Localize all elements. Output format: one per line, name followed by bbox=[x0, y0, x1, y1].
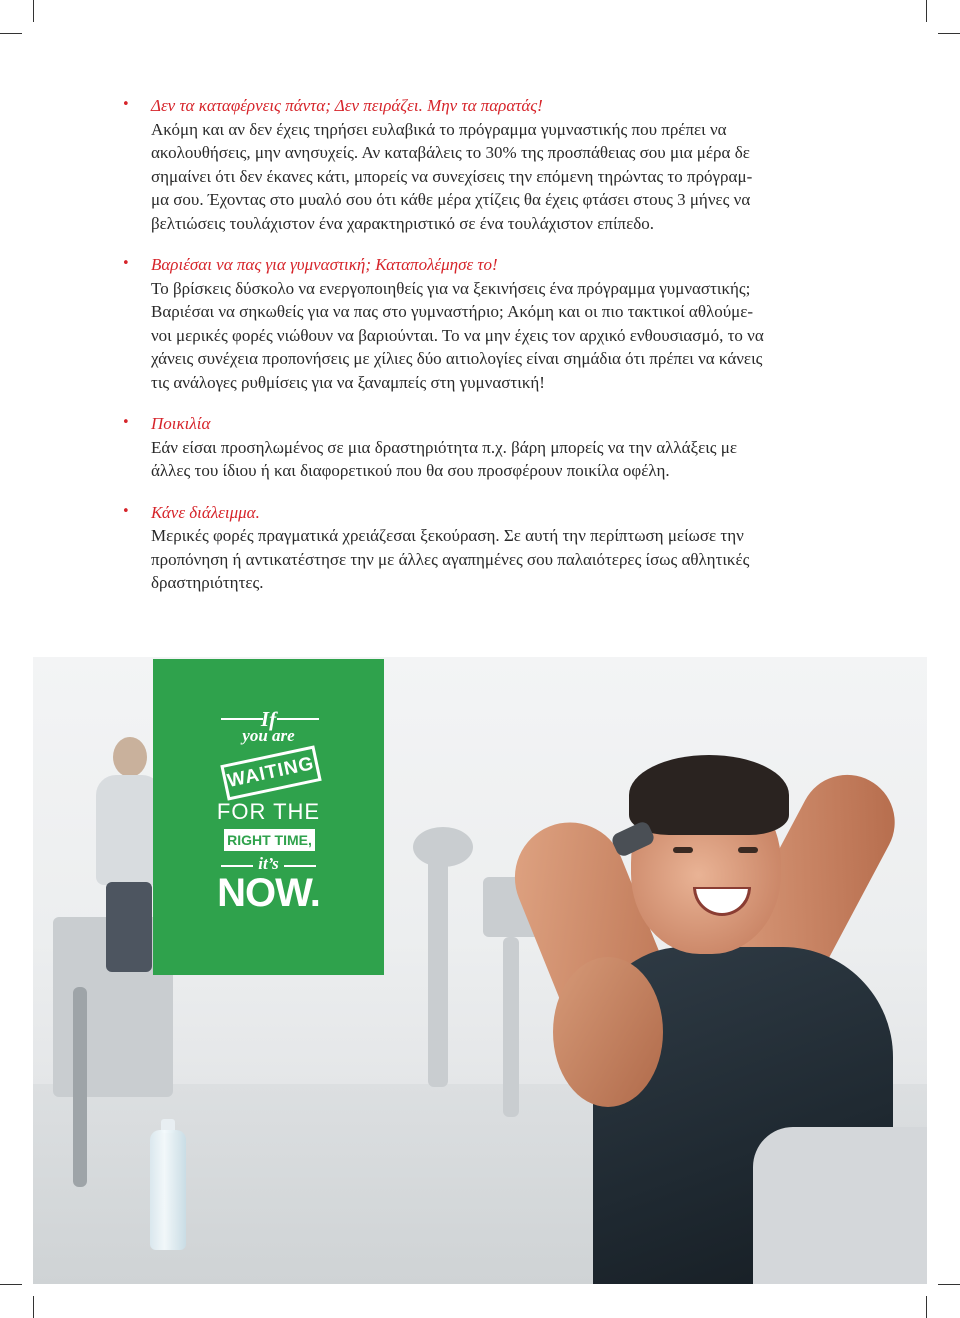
section-body bbox=[151, 436, 822, 483]
article-text bbox=[122, 94, 822, 613]
body-line: μα σου. Έχοντας στο μυαλό σου ότι κάθε μέρα χτίζεις θα έχεις φτάσει στους 3 μήνες να bbox=[151, 190, 751, 209]
crop-mark bbox=[0, 1284, 22, 1285]
section-heading: Βαριέσαι να πας για γυμναστική; Καταπολέμησε το! bbox=[151, 255, 498, 274]
body-line: Μερικές φορές πραγματικά χρειάζεσαι ξεκούραση. Σε αυτή την περίπτωση μείωσε την bbox=[151, 526, 744, 545]
body-line: δραστηριότητες. bbox=[151, 573, 264, 592]
poster-you-are: you are bbox=[242, 726, 295, 745]
body-line: Ακόμη και αν δεν έχεις τηρήσει ευλαβικά το πρόγραμμα γυμναστικής που πρέπει να bbox=[151, 119, 727, 139]
gym-machine bbox=[503, 937, 519, 1117]
section-break bbox=[122, 501, 822, 595]
crop-mark bbox=[33, 0, 34, 22]
bullet-icon: • bbox=[122, 415, 130, 430]
bullet-icon: • bbox=[122, 97, 130, 112]
poster-waiting: WAITING bbox=[220, 745, 321, 800]
body-line: Εάν είσαι προσηλωμένος σε μια δραστηριότητα π.χ. βάρη μπορείς να την αλλάξεις με bbox=[151, 437, 738, 457]
body-line: νοι μερικές φορές νιώθουν να βαριούνται. Το να μην έχεις τον αρχικό ενθουσιασμό, το να bbox=[151, 325, 764, 345]
section-body bbox=[151, 277, 822, 395]
section-boredom bbox=[122, 253, 822, 394]
crop-mark bbox=[33, 1296, 34, 1318]
crop-mark bbox=[926, 0, 927, 22]
man-eye bbox=[673, 847, 693, 853]
section-variety bbox=[122, 412, 822, 483]
body-line: χάνεις συνέχεια προπονήσεις με χίλιες δύο αιτιολογίες είναι σημάδια ότι πρέπει να κάνεις bbox=[151, 349, 763, 368]
section-body bbox=[151, 118, 822, 236]
poster-if: If bbox=[260, 707, 277, 731]
section-dont-give-up bbox=[122, 94, 822, 235]
body-line: βελτιώσεις τουλάχιστον ένα χαρακτηριστικό σε ένα τουλάχιστον επίπεδο. bbox=[151, 213, 655, 233]
poster-now: NOW. bbox=[217, 871, 320, 915]
water-bottle bbox=[150, 1130, 186, 1250]
body-line: ακολουθήσεις, μην ανησυχείς. Αν καταβάλεις το 30% της προσπάθειας σου μια μέρα δε bbox=[151, 143, 750, 162]
section-heading: Κάνε διάλειμμα. bbox=[151, 502, 260, 522]
man-shoulder bbox=[553, 957, 663, 1107]
motivational-poster bbox=[153, 659, 384, 975]
body-line: προπόνηση ή αντικατέστησε την με άλλες αγαπημένες σου παλαιότερες ίσως αθλητικές bbox=[151, 549, 750, 569]
man-hair bbox=[629, 755, 789, 835]
body-line: σημαίνει ότι δεν έκανες κάτι, μπορείς να συνεχίσεις την επόμενη τηρώντας το πρόγραμ- bbox=[151, 166, 753, 186]
section-heading: Δεν τα καταφέρνεις πάντα; Δεν πειράζει. Μην τα παρατάς! bbox=[151, 96, 543, 115]
poster-right-time: RIGHT TIME, bbox=[224, 829, 315, 851]
gym-machine bbox=[73, 987, 87, 1187]
crop-mark bbox=[938, 1284, 960, 1285]
section-heading: Ποικιλία bbox=[151, 414, 211, 433]
bullet-icon: • bbox=[122, 503, 130, 519]
crop-mark bbox=[0, 33, 22, 34]
gym-machine bbox=[428, 857, 448, 1087]
bullet-icon: • bbox=[122, 256, 130, 271]
poster-for-the: FOR THE bbox=[216, 799, 321, 824]
body-line: άλλες του ίδιου ή και διαφορετικού που θα σου προσφέρουν ποικίλα οφέλη. bbox=[151, 461, 670, 480]
body-line: Το βρίσκεις δύσκολο να ενεργοποιηθείς για να ξεκινήσεις ένα πρόγραμμα γυμναστικής; bbox=[151, 278, 751, 298]
man-eye bbox=[738, 847, 758, 853]
poster-its: it’s bbox=[258, 854, 279, 873]
section-body bbox=[151, 524, 822, 595]
crop-mark bbox=[938, 33, 960, 34]
body-line: Βαριέσαι να σηκωθείς για να πας στο γυμναστήριο; Ακόμη και οι πιο τακτικοί αθλούμε- bbox=[151, 302, 754, 321]
crop-mark bbox=[926, 1296, 927, 1318]
body-line: τις ανάλογες ρυθμίσεις για να ξαναμπείς στη γυμναστική! bbox=[151, 372, 545, 392]
man-pants bbox=[753, 1127, 927, 1284]
